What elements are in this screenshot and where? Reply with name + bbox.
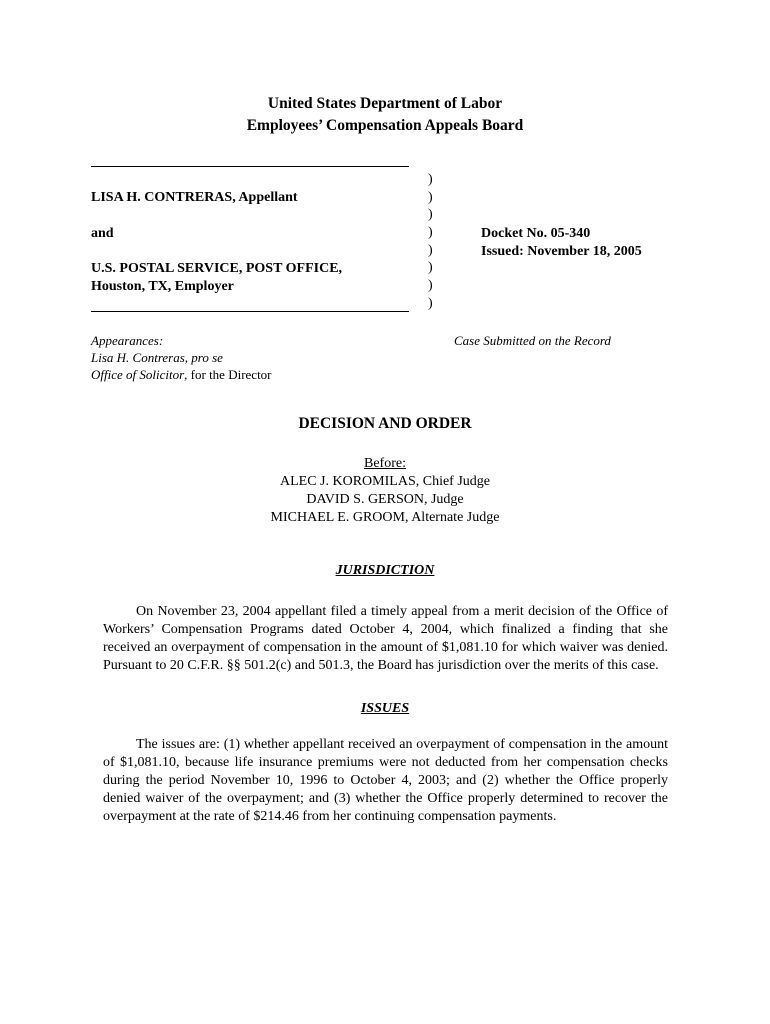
- docket-number: Docket No. 05-340: [481, 226, 591, 241]
- issued-date: Issued: November 18, 2005: [481, 244, 642, 259]
- board-name: Employees’ Compensation Appeals Board: [246, 117, 524, 134]
- agency-name: United States Department of Labor: [267, 95, 503, 112]
- caption-parentheses: ) ) ) ) ) ) ) ): [428, 172, 433, 311]
- caption-top-rule: [91, 166, 409, 167]
- judge-alternate: MICHAEL E. GROOM, Alternate Judge: [270, 510, 500, 525]
- judge-chief: ALEC J. KOROMILAS, Chief Judge: [280, 474, 490, 489]
- appearance-appellant: Lisa H. Contreras, pro se: [91, 350, 223, 365]
- jurisdiction-heading: JURISDICTION: [335, 563, 435, 578]
- issues-heading: ISSUES: [360, 701, 410, 716]
- issues-heading-wrap: [0, 701, 770, 717]
- appellant-name: LISA H. CONTRERAS, Appellant: [91, 190, 298, 205]
- case-submitted-note: Case Submitted on the Record: [454, 333, 611, 348]
- jurisdiction-heading-wrap: [0, 563, 770, 579]
- and-connector: and: [91, 226, 114, 241]
- decision-title: DECISION AND ORDER: [298, 415, 472, 432]
- appearance-solicitor: Office of Solicitor, for the Director: [91, 367, 272, 382]
- jurisdiction-paragraph: On November 23, 2004 appellant filed a timely appeal from a merit decision of the Office of Workers’ Compensation Programs dated October 4, 2004, which finalized a finding that she received an overpayment of compensation in the amount of $1,081.10 for which waiver was denied. Pursuant to 20 C.F.R. §§ 501.2(c) and 501.3, the Board has jurisdiction over the merits of this case.: [103, 604, 668, 673]
- before-label: Before:: [364, 456, 406, 471]
- appearances-heading: Appearances:: [91, 333, 164, 348]
- employer-line-1: U.S. POSTAL SERVICE, POST OFFICE,: [91, 261, 343, 276]
- employer-line-2: Houston, TX, Employer: [91, 279, 234, 294]
- caption-bottom-rule: [91, 311, 409, 312]
- issues-paragraph: The issues are: (1) whether appellant received an overpayment of compensation in the amount of $1,081.10, because life insurance premiums were not deducted from her compensation checks during the period November 10, 1996 to October 4, 2003; and (2) whether the Office properly denied waiver of the overpayment; and (3) whether the Office properly determined to recover the overpayment at the rate of $214.46 from her continuing compensation payments.: [103, 737, 668, 824]
- judge-gerson: DAVID S. GERSON, Judge: [306, 492, 464, 507]
- panel-block: [0, 455, 770, 527]
